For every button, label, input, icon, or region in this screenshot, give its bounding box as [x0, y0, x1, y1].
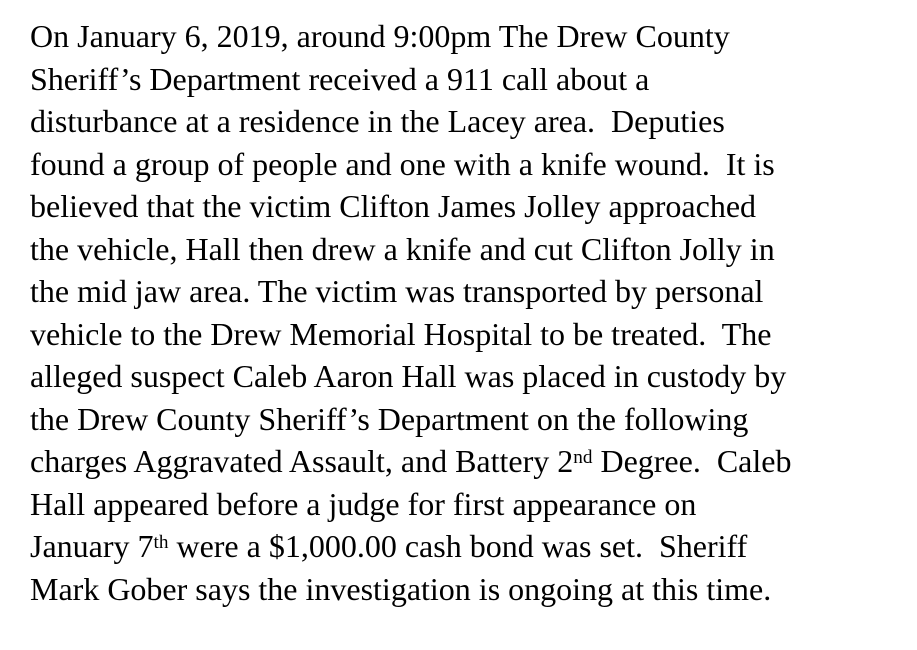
text-segment: alleged suspect Caleb Aaron Hall was placed in custody by [30, 358, 787, 394]
text-segment: found a group of people and one with a knife wound. It is [30, 145, 775, 182]
press-release-text [30, 15, 897, 610]
text-line [30, 185, 897, 228]
text-line [30, 228, 897, 271]
text-line [30, 398, 897, 441]
text-line [30, 270, 897, 313]
text-segment: charges Aggravated Assault, and Battery 2 [30, 443, 574, 479]
text-segment: believed that the victim Clifton James Jolley approached [30, 188, 757, 224]
text-segment: January 7 [30, 528, 154, 564]
text-segment: Mark Gober says the investigation is ongoing at this time. [30, 570, 772, 607]
superscript-ordinal: nd [573, 446, 593, 468]
text-segment: Sheriff’s Department received a 911 call about a [30, 60, 650, 97]
text-segment: the mid jaw area. The victim was transported by personal [30, 273, 764, 309]
text-line [30, 568, 897, 611]
text-segment: Degree. Caleb [592, 443, 792, 479]
text-segment: were a $1,000.00 cash bond was set. Sheriff [168, 528, 748, 564]
text-segment: vehicle to the Drew Memorial Hospital to be treated. The [30, 315, 772, 352]
text-line [30, 15, 897, 58]
text-line [30, 440, 897, 483]
text-segment: the Drew County Sheriff’s Department on the following [30, 400, 749, 437]
text-line [30, 58, 897, 101]
superscript-ordinal: th [153, 531, 169, 553]
text-line [30, 525, 897, 568]
text-segment: the vehicle, Hall then drew a knife and cut Clifton Jolly in [30, 230, 775, 267]
text-line [30, 143, 897, 186]
text-line [30, 355, 897, 398]
text-line [30, 313, 897, 356]
text-segment: disturbance at a residence in the Lacey area. Deputies [30, 103, 725, 139]
text-line [30, 100, 897, 143]
text-segment: Hall appeared before a judge for first appearance on [30, 485, 697, 522]
text-segment: On January 6, 2019, around 9:00pm The Drew County [30, 18, 730, 54]
text-line [30, 483, 897, 526]
